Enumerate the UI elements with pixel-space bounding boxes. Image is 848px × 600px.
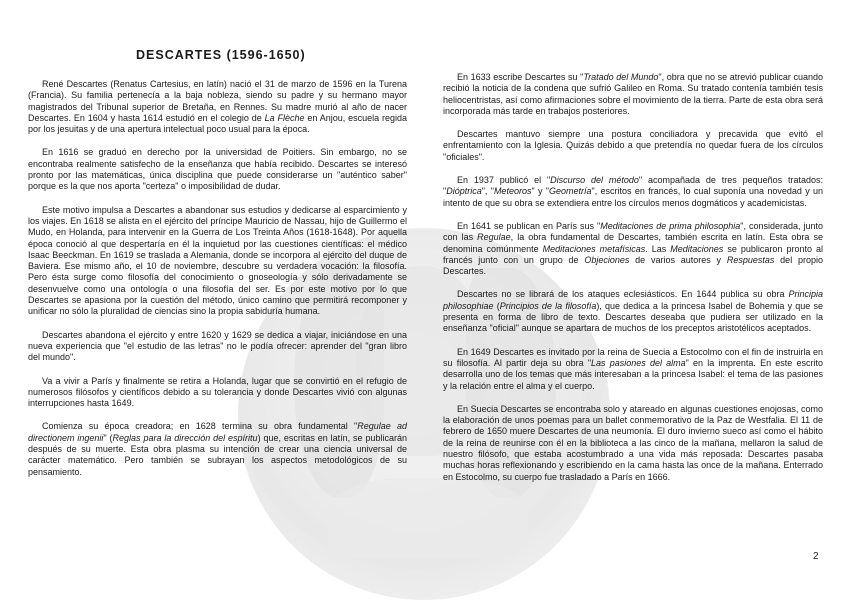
page-title: DESCARTES (1596-1650)	[136, 48, 306, 62]
paragraph-text: Descartes abandona el ejército y entre 1620 y 1629 se dedica a viajar, iniciándose en una nueva experiencia que "el estudio de las letras" no le podía ofrecer: aprender del "gran libro del mundo".	[28, 329, 407, 363]
italic-title: Tratado del Mundo	[583, 72, 659, 82]
paragraph	[28, 205, 407, 318]
paragraph-text: " (	[103, 432, 113, 443]
italic-title: Meteoros	[493, 186, 532, 197]
paragraph-text: ", "	[481, 186, 494, 197]
italic-title: Meditaciones	[670, 243, 724, 254]
paragraph-text: ", considerada, junto con las	[443, 220, 824, 243]
italic-title: Meditaciones metafísicas	[542, 243, 646, 254]
paragraph-text: " y "	[531, 186, 549, 197]
paragraph-text: en Anjou, escuela regida por los jesuitas y de una apertura intelectual poco usual para la época.	[28, 112, 408, 135]
paragraph-text: " acompañada de tres pequeños tratados: "	[443, 175, 823, 197]
paragraph	[28, 79, 407, 135]
paragraph-text: Comienza su época creadora; en 1628 termina su obra fundamental "	[42, 421, 358, 432]
italic-title: Objeciones	[584, 254, 630, 265]
paragraph-text: En 1641 se publican en París sus "	[457, 220, 601, 231]
italic-title: Principia philosophiae	[443, 289, 823, 311]
paragraph-text: . Las	[645, 243, 671, 254]
right-column	[443, 72, 823, 495]
paragraph-text: , la obra fundamental de Descartes, también escrita en latín. Esta obra se denomina comúnmente	[443, 232, 823, 254]
paragraph-text: " en la imprenta. En este escrito desarrolla uno de los temas que más interesaban a la princesa Isabel: el tema de las pasiones y la relación entre el alma y el cuerpo.	[443, 357, 824, 391]
italic-title: Geometría	[549, 186, 592, 197]
paragraph-text: ) que, escritas en latín, se publicarán después de su muerte. Esta obra plasma su intención de crear una ciencia universal de carácter matemático. Pero también se subrayan los aspectos metodológicos de su pensamiento.	[28, 432, 407, 477]
paragraph	[443, 129, 823, 163]
italic-title: La Flèche	[264, 112, 305, 123]
paragraph-text: Descartes mantuvo siempre una postura conciliadora y precavida que evitó el enfrentamiento con la Iglesia. Quizás debido a que pretendía no quedar fuera de los círculos "oficiales".	[443, 129, 823, 162]
paragraph-text: En Suecia Descartes se encontraba solo y atareado en algunas cuestiones enojosas, como la elaboración de unos poemas para un ballet conmemorativo de la Paz de Westfalia. El 11 de febrero de 1650 muere Descartes de una neumonía. El duro invierno sueco así como el hábito de la reina de reunirse con él en la biblioteca a las cinco de la mañana, mellaron la salud de nuestro filósofo, que estaba acostumbrado a una vida más reposada: Descartes pasaba muchas horas reflexionando y escribiendo en la cama hasta las once de la mañana. Enterrado en Estocolmo, su cuerpo fue trasladado a París en 1666.	[443, 403, 823, 482]
italic-title: Discurso del método	[550, 175, 639, 186]
italic-title: Regulae	[477, 232, 511, 243]
paragraph	[443, 404, 823, 483]
italic-title: Meditaciones de prima philosophia	[600, 220, 741, 231]
italic-title: Principios de la filosofía	[499, 300, 597, 311]
paragraph	[443, 347, 823, 392]
page-number: 2	[813, 551, 819, 562]
paragraph-text: En 1633 escribe Descartes su "	[457, 72, 584, 82]
paragraph-text: En 1649 Descartes es invitado por la reina de Suecia a Estocolmo con el fin de instruirla en su filosofía. Al partir deja su obra "	[443, 346, 823, 368]
italic-title: Regulae ad directionem ingenii	[28, 421, 407, 443]
paragraph-text: Descartes no se librará de los ataques eclesiásticos. En 1644 publica su obra	[457, 289, 789, 300]
paragraph-text: (	[493, 300, 500, 311]
paragraph-text: René Descartes (Renatus Cartesius, en latín) nació el 31 de marzo de 1596 en la Turena (Francia). Su familia pertenecía a la baja nobleza, siendo su padre y su hermano mayor magistrados del Tribunal superior de Bretaña, en Rennes. Su madre murió al año de nacer Descartes. En 1604 y hasta 1614 estudió en el colegio de	[28, 79, 407, 123]
italic-title: Respuestas	[726, 254, 775, 265]
paragraph	[28, 421, 407, 477]
paragraph-text: del propio Descartes.	[443, 254, 823, 277]
paragraph-text: ), que dedica a la princesa Isabel de Bohemia y que se presenta en forma de libro de texto. Descartes deseaba que pudiera ser utilizado en la enseñanza "oficial" aunque se apartara de muchos de los preceptos aristotélicos aceptados.	[443, 300, 823, 334]
paragraph	[443, 221, 823, 277]
paragraph	[28, 147, 407, 192]
paragraph-text: Este motivo impulsa a Descartes a abandonar sus estudios y dedicarse al esparcimiento y los viajes. En 1618 se alista en el ejército del príncipe Mauricio de Nassau, hijo de Guillermo el Mudo, en Holanda, para intervenir en la Guerra de Los Treinta Años (1618-1648). Por aquella época conoció al que despertaría en él la inquietud por las cuestiones científicas: el médico Isaac Beeckman. En 1619 se traslada a Alemania, donde se incorpora al ejército del duque de Baviera. Ese mismo año, el 10 de noviembre, descubre su verdadera vocación: la filosofía. Pero ésta surge como filosofía del conocimiento o gnoseología y sólo derivadamente se desenvuelve como una ontología o una filosofía del ser. Es por este motivo por lo que Descartes se apasiona por la cuestión del método, único camino que permitirá recomponer y unificar no sólo la pluralidad de ciencias sino la propia sabiduría humana.	[28, 204, 407, 317]
paragraph	[28, 330, 407, 364]
paragraph-text: ", escritos en francés, lo cual suponía una novedad y un intento de que su obra se extendiera entre los círculos menos dogmáticos y academicistas.	[443, 186, 824, 208]
italic-title: Dióptrica	[446, 186, 482, 197]
paragraph-text: se publicaron pronto al francés junto con un grupo de	[443, 243, 823, 265]
paragraph-text: Va a vivir a París y finalmente se retira a Holanda, lugar que se convirtió en el refugio de numerosos filósofos y científicos debido a su tolerancia y donde Descartes vivió con algunas interrupciones hasta 1649.	[28, 375, 407, 409]
paragraph	[28, 376, 407, 410]
italic-title: Las pasiones del alma	[591, 357, 686, 368]
paragraph-text: En 1937 publicó el "	[457, 175, 551, 186]
paragraph	[443, 72, 823, 117]
paragraph	[443, 289, 823, 334]
paragraph	[443, 175, 823, 209]
paragraph-text: ", obra que no se atrevió publicar cuando recibió la noticia de la condena que sufrió Galileo en Roma. Su tratado contenía también tesis heliocentristas, así como afirmaciones sobre el movimiento de la tierra. Parte de esta obra será incorporada más tarde en trabajos posteriores.	[443, 72, 823, 116]
italic-title: Reglas para la dirección del espíritu	[112, 432, 258, 443]
left-column	[28, 79, 407, 490]
paragraph-text: En 1616 se graduó en derecho por la universidad de Poitiers. Sin embargo, no se encontraba realmente satisfecho de la enseñanza que había recibido. Descartes se interesó pronto por las matemáticas, única disciplina que puede considerarse un "auténtico saber" porque es la que nos aporta "certeza" o imposibilidad de dudar.	[28, 147, 407, 192]
paragraph-text: de varios autores y	[629, 254, 727, 265]
